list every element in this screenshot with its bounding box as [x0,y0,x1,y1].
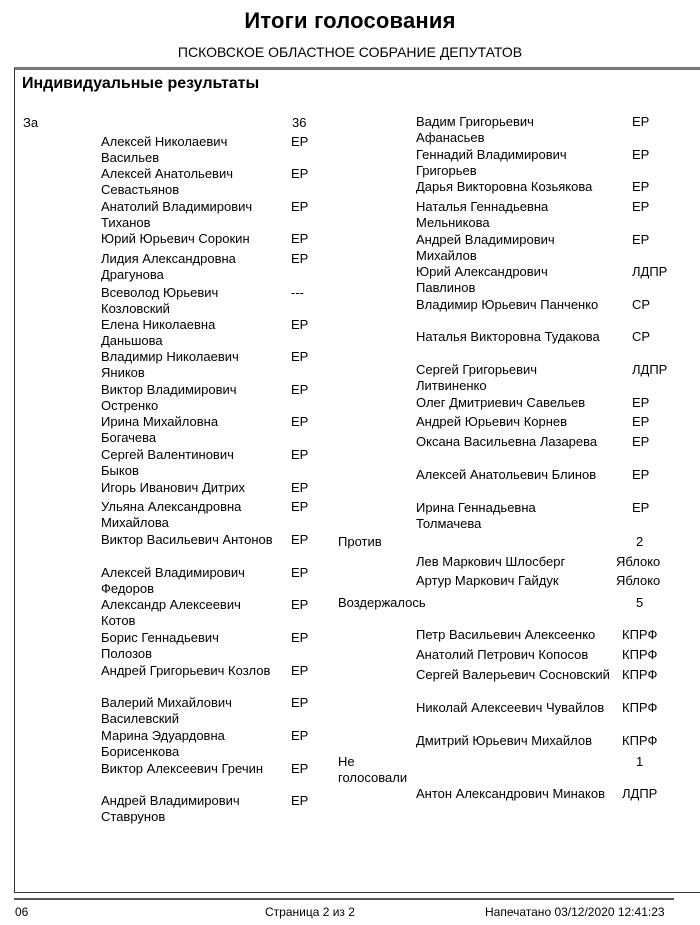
voter-party: СР [632,329,651,344]
voter-name: Геннадий Владимирович Григорьев [416,147,567,178]
voter-party: КПРФ [622,733,658,748]
voter-party: ЕР [632,232,650,247]
group-label-protiv: Против [338,534,382,549]
voter-party: ЕР [632,434,650,449]
voter-name: Сергей Григорьевич Литвиненко [416,362,538,393]
voter-name: Олег Дмитриевич Савельев [416,395,586,410]
voter-party: ЕР [291,532,309,547]
voter-name: Юрий Юрьевич Сорокин [101,231,250,246]
voter-name: Валерий Михайлович Василевский [101,695,232,726]
voter-party: ЕР [291,447,309,462]
voter-name: Ирина Михайловна Богачева [101,414,219,445]
voter-party: ЕР [291,728,309,743]
voter-party: ЕР [291,251,309,266]
voter-party: ЕР [632,199,650,214]
footer-divider [14,898,674,900]
voter-name: Артур Маркович Гайдук [416,573,559,588]
voter-party: ЕР [291,231,309,246]
voter-name: Анатолий Петрович Копосов [416,647,589,662]
voter-name: Юрий Александрович Павлинов [416,264,548,295]
voter-party: ЕР [291,414,309,429]
voter-party: Яблоко [616,554,661,569]
voter-name: Александр Алексеевич Котов [101,597,241,628]
voter-name: Николай Алексеевич Чувайлов [416,700,605,715]
voter-name: Елена Николаевна Даньшова [101,317,216,348]
footer-printed-timestamp: Напечатано 03/12/2020 12:41:23 [485,905,665,919]
voter-party: ЕР [291,382,309,397]
voter-party: ЕР [291,597,309,612]
voter-name: Лидия Александровна Драгунова [101,251,236,282]
voter-name: Сергей Валерьевич Сосновский [416,667,610,682]
group-count-vozderzh: 5 [636,595,644,610]
voter-party: ЕР [291,134,309,149]
voter-name: Борис Геннадьевич Полозов [101,630,219,661]
voter-party: ЕР [291,499,309,514]
voter-party: ЕР [291,761,309,776]
voter-name: Андрей Владимирович Ставрунов [101,793,240,824]
voter-party: ЛДПР [622,786,658,801]
voter-name: Игорь Иванович Дитрих [101,480,245,495]
voter-name: Оксана Васильевна Лазарева [416,434,598,449]
voter-name: Вадим Григорьевич Афанасьев [416,114,534,145]
voter-name: Наталья Викторовна Тудакова [416,329,600,344]
voter-party: ЕР [291,695,309,710]
voter-party: СР [632,297,651,312]
voter-party: ЕР [632,467,650,482]
voter-party: ЕР [291,565,309,580]
group-label-za: За [23,115,39,130]
voter-name: Андрей Юрьевич Корнев [416,414,568,429]
voter-party: КПРФ [622,647,658,662]
voter-name: Андрей Владимирович Михайлов [416,232,555,263]
group-count-protiv: 2 [636,534,644,549]
group-count-za: 36 [292,115,307,130]
voter-party: ЕР [291,793,309,808]
voter-party: ЕР [291,166,309,181]
voter-party: ЕР [632,414,650,429]
voter-name: Алексей Анатольевич Севастьянов [101,166,233,197]
footer-page-number: Страница 2 из 2 [265,905,355,919]
voter-name: Дмитрий Юрьевич Михайлов [416,733,593,748]
voter-name: Наталья Геннадьевна Мельникова [416,199,549,230]
voter-name: Сергей Валентинович Быков [101,447,234,478]
voter-name: Владимир Юрьевич Панченко [416,297,599,312]
voter-party: ЕР [291,480,309,495]
voter-party: ЕР [632,500,650,515]
voter-name: Алексей Анатольевич Блинов [416,467,597,482]
voter-party: КПРФ [622,700,658,715]
group-label-ne-golosovali: Не голосовали [338,754,408,785]
voter-party: ЕР [291,663,309,678]
voter-name: Виктор Алексеевич Гречин [101,761,264,776]
voter-party: Яблоко [616,573,661,588]
footer-code: 06 [15,905,29,919]
voter-name: Андрей Григорьевич Козлов [101,663,271,678]
voter-party: КПРФ [622,667,658,682]
voter-name: Дарья Викторовна Козьякова [416,179,593,194]
voter-name: Виктор Владимирович Остренко [101,382,237,413]
voter-name: Виктор Васильевич Антонов [101,532,273,547]
voter-party: КПРФ [622,627,658,642]
organization-subtitle: ПСКОВСКОЕ ОБЛАСТНОЕ СОБРАНИЕ ДЕПУТАТОВ [177,44,523,60]
section-title: Индивидуальные результаты [22,75,260,92]
voter-party: ЛДПР [632,264,668,279]
voter-name: Антон Александрович Минаков [416,786,605,801]
voter-name: Лев Маркович Шлосберг [416,554,566,569]
voter-name: Алексей Владимирович Федоров [101,565,245,596]
voter-name: Марина Эдуардовна Борисенкова [101,728,225,759]
voter-party: --- [291,285,304,300]
voter-name: Алексей Николаевич Васильев [101,134,228,165]
voter-party: ЕР [291,349,309,364]
voter-party: ЕР [632,147,650,162]
group-label-vozderzh: Воздержалось [338,595,426,610]
voter-party: ЕР [291,630,309,645]
voter-name: Анатолий Владимирович Тиханов [101,199,253,230]
voter-party: ЕР [632,395,650,410]
voter-party: ЕР [291,199,309,214]
voter-name: Ульяна Александровна Михайлова [101,499,242,530]
voter-party: ЕР [291,317,309,332]
document-title: Итоги голосования [244,8,456,33]
voter-party: ЕР [632,114,650,129]
voter-name: Владимир Николаевич Яников [101,349,239,380]
voter-party: ЛДПР [632,362,668,377]
voter-name: Петр Васильевич Алексеенко [416,627,596,642]
group-count-ne-golosovali: 1 [636,754,644,769]
voter-name: Ирина Геннадьевна Толмачева [416,500,536,531]
voter-party: ЕР [632,179,650,194]
voter-name: Всеволод Юрьевич Козловский [101,285,219,316]
